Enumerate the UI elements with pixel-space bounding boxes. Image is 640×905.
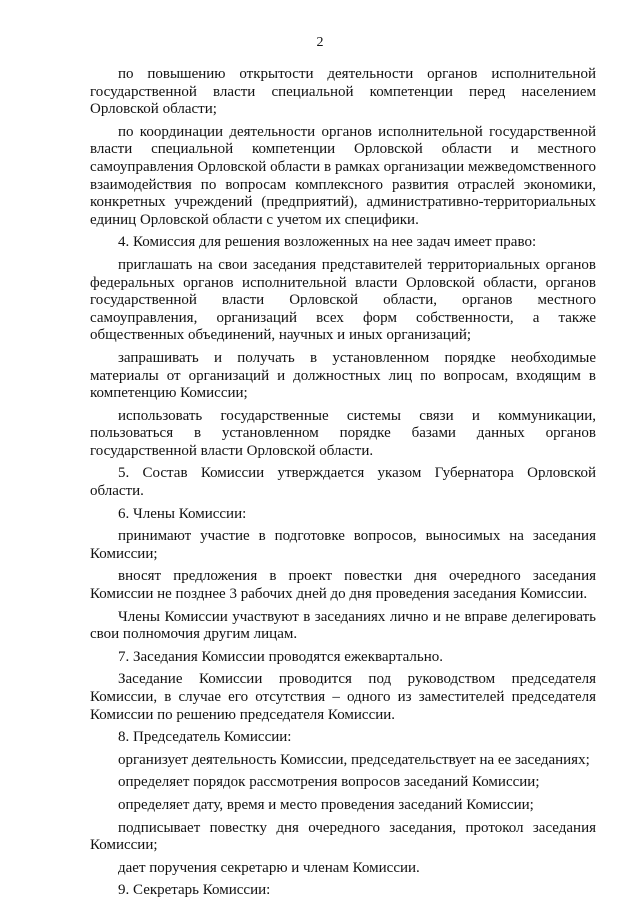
paragraph: по повышению открытости деятельности органов исполнительной государственной власти специальной компетенции перед населением Орловской области; xyxy=(90,66,596,118)
paragraph: Заседание Комиссии проводится под руководством председателя Комиссии, в случае его отсутствия – одного из заместителей председателя Комиссии по решению председателя Комиссии. xyxy=(90,671,596,723)
paragraph: вносят предложения в проект повестки дня очередного заседания Комиссии не позднее 3 рабочих дней до дня проведения заседания Комиссии. xyxy=(90,568,596,603)
paragraph: 8. Председатель Комиссии: xyxy=(118,729,292,746)
paragraph: дает поручения секретарю и членам Комиссии. xyxy=(118,859,420,876)
paragraph: 5. Состав Комиссии утверждается указом Губернатора Орловской области. xyxy=(90,465,596,500)
paragraph: использовать государственные системы связи и коммуникации, пользоваться в установленном порядке базами данных органов государственной власти Орловской области. xyxy=(90,407,596,459)
paragraph: 4. Комиссия для решения возложенных на нее задач имеет право: xyxy=(118,234,537,251)
paragraph: 6. Члены Комиссии: xyxy=(118,505,247,522)
page-number: 2 xyxy=(316,35,324,50)
paragraph: принимают участие в подготовке вопросов, выносимых на заседания Комиссии; xyxy=(90,528,596,562)
paragraph: организует деятельность Комиссии, председательствует на ее заседаниях; xyxy=(118,751,590,768)
paragraph: запрашивать и получать в установленном порядке необходимые материалы от организаций и должностных лиц по вопросам, входящим в компетенцию Комиссии; xyxy=(90,349,596,402)
document-body xyxy=(90,66,596,905)
paragraph: приглашать на свои заседания представителей территориальных органов федеральных органов исполнительной власти Орловской области, органов государственной власти Орловской области, органов местного самоуправления, организаций всех форм собственности, а также общественных объединений, научных и иных организаций; xyxy=(90,256,596,344)
paragraph: 7. Заседания Комиссии проводятся ежеквартально. xyxy=(118,648,443,665)
paragraph: подписывает повестку дня очередного заседания, протокол заседания Комиссии; xyxy=(90,819,596,854)
paragraph: 9. Секретарь Комиссии: xyxy=(118,882,271,899)
paragraph: определяет порядок рассмотрения вопросов заседаний Комиссии; xyxy=(118,774,540,791)
paragraph: Члены Комиссии участвуют в заседаниях лично и не вправе делегировать свои полномочия другим лицам. xyxy=(90,608,596,643)
paragraph: по координации деятельности органов исполнительной государственной власти специальной компетенции Орловской области и местного самоуправления Орловской области в рамках организации межведомственного взаимодействия по вопросам комплексного развития отраслей экономики, конкретных учреждений (предприятий), административно-территориальных единиц Орловской области с учетом их специфики. xyxy=(90,123,596,228)
paragraph: определяет дату, время и место проведения заседаний Комиссии; xyxy=(118,796,534,813)
